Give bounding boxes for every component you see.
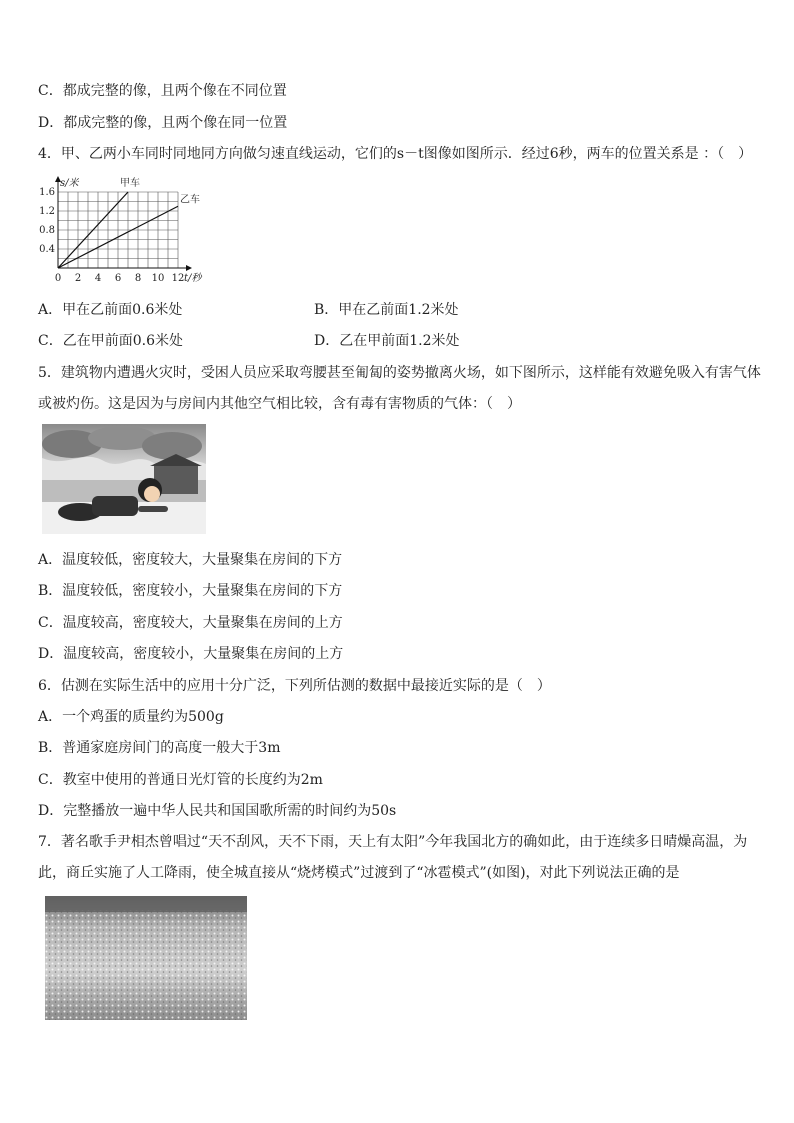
x-axis-arrow bbox=[186, 265, 192, 271]
x-tick-label: 10 bbox=[151, 273, 165, 284]
y-axis-label: s/米 bbox=[60, 178, 79, 189]
q6-stem: 6．估测在实际生活中的应用十分广泛，下列所估测的数据中最接近实际的是（ ） bbox=[38, 678, 551, 694]
q3-option-c: C．都成完整的像，且两个像在不同位置 bbox=[38, 83, 287, 99]
q7-stem-line1: 7．著名歌手尹相杰曾唱过“天不刮风，天不下雨，天上有太阳”今年我国北方的确如此，由于连续多日晴燥高温，为 bbox=[38, 834, 748, 850]
q5-stem-line1: 5．建筑物内遭遇火灾时，受困人员应采取弯腰甚至匍匐的姿势撤离火场，如下图所示，这样能有效避免吸入有害气体 bbox=[38, 365, 761, 381]
x-tick-label: 8 bbox=[134, 273, 142, 284]
q4-option-b: B．甲在乙前面1.2米处 bbox=[314, 302, 459, 318]
series-label-1: 甲车 bbox=[120, 178, 140, 189]
x-tick-label: 0 bbox=[54, 273, 62, 284]
q6-option-c: C．教室中使用的普通日光灯管的长度约为2m bbox=[38, 772, 323, 788]
y-tick-label: 1.2 bbox=[39, 206, 55, 217]
x-axis-label: t/秒 bbox=[184, 273, 202, 284]
y-tick-label: 0.4 bbox=[39, 244, 55, 255]
q6-option-a: A．一个鸡蛋的质量约为500g bbox=[38, 709, 224, 725]
st-graph bbox=[36, 176, 206, 288]
series-label-2: 乙车 bbox=[180, 194, 200, 206]
q4-stem: 4．甲、乙两小车同时同地同方向做匀速直线运动，它们的s－t图像如图所示．经过6秒，两车的位置关系是 ：（ ） bbox=[38, 146, 753, 162]
x-tick-label: 4 bbox=[94, 273, 102, 284]
x-tick-label: 6 bbox=[114, 273, 122, 284]
q4-option-c: C．乙在甲前面0.6米处 bbox=[38, 333, 183, 349]
q6-option-b: B．普通家庭房间门的高度一般大于3m bbox=[38, 740, 281, 756]
q5-stem-line2: 或被灼伤。这是因为与房间内其他空气相比较，含有毒有害物质的气体：（ ） bbox=[38, 396, 521, 412]
q7-stem-line2: 此，商丘实施了人工降雨，使全城直接从“烧烤模式”过渡到了“冰雹模式”(如图)，对此下列说法正确的是 bbox=[38, 865, 680, 881]
y-tick-label: 0.8 bbox=[39, 225, 55, 236]
hail-photo bbox=[45, 896, 247, 1020]
y-tick-label: 1.6 bbox=[39, 187, 55, 198]
q5-option-d: D．温度较高，密度较小，大量聚集在房间的上方 bbox=[38, 646, 344, 662]
q4-option-d: D．乙在甲前面1.2米处 bbox=[314, 333, 460, 349]
hail-photo-image bbox=[45, 896, 247, 1020]
x-tick-label: 12 bbox=[171, 273, 185, 284]
crawling-person-image bbox=[42, 424, 206, 534]
fire-escape-illustration bbox=[42, 424, 206, 534]
st-graph-svg bbox=[36, 176, 206, 288]
q5-option-b: B．温度较低，密度较小，大量聚集在房间的下方 bbox=[38, 583, 343, 599]
q5-option-c: C．温度较高，密度较大，大量聚集在房间的上方 bbox=[38, 615, 343, 631]
x-tick-label: 2 bbox=[74, 273, 82, 284]
q6-option-d: D．完整播放一遍中华人民共和国国歌所需的时间约为50s bbox=[38, 803, 397, 819]
q4-option-a: A．甲在乙前面0.6米处 bbox=[38, 302, 183, 318]
q5-option-a: A．温度较低，密度较大，大量聚集在房间的下方 bbox=[38, 552, 343, 568]
q3-option-d: D．都成完整的像，且两个像在同一位置 bbox=[38, 115, 288, 131]
